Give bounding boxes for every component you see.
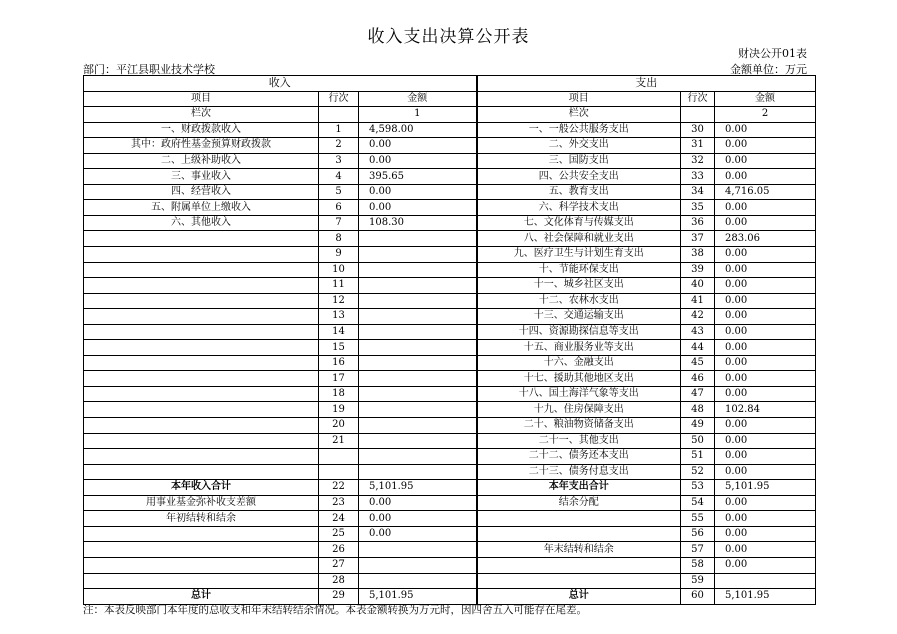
expense-item: 六、科学技术支出 — [477, 200, 681, 216]
expense-item: 十二、农林水支出 — [477, 293, 681, 309]
income-line-number: 12 — [319, 293, 359, 309]
income-item: 总计 — [84, 589, 319, 605]
expense-line-number: 37 — [681, 231, 715, 247]
expense-amount-header: 金额 — [715, 91, 816, 107]
table-row — [84, 215, 816, 231]
income-amount — [359, 293, 477, 309]
expense-item: 五、教育支出 — [477, 184, 681, 200]
income-line-number — [319, 464, 359, 480]
income-item: 三、事业收入 — [84, 169, 319, 185]
income-item — [84, 402, 319, 418]
expense-line-number: 35 — [681, 200, 715, 216]
income-amount: 0.00 — [359, 200, 477, 216]
income-amount: 0.00 — [359, 511, 477, 527]
expense-item: 二、外交支出 — [477, 138, 681, 154]
income-line-number: 25 — [319, 526, 359, 542]
income-line-number: 2 — [319, 138, 359, 154]
expense-item: 十三、交通运输支出 — [477, 309, 681, 325]
expense-item: 四、公共安全支出 — [477, 169, 681, 185]
expense-line-number: 45 — [681, 355, 715, 371]
income-item — [84, 371, 319, 387]
expense-section-header: 支出 — [477, 76, 816, 92]
income-item — [84, 355, 319, 371]
table-row — [84, 153, 816, 169]
table-row — [84, 293, 816, 309]
income-line-number: 26 — [319, 542, 359, 558]
income-item — [84, 449, 319, 465]
income-line-number: 8 — [319, 231, 359, 247]
expense-line-number: 58 — [681, 557, 715, 573]
income-expense-table — [83, 75, 816, 605]
income-line-number: 27 — [319, 557, 359, 573]
expense-amount: 0.00 — [715, 247, 816, 263]
income-line-number: 5 — [319, 184, 359, 200]
income-item — [84, 418, 319, 434]
expense-item — [477, 557, 681, 573]
income-item: 六、其他收入 — [84, 215, 319, 231]
income-line-number: 9 — [319, 247, 359, 263]
income-line-number: 7 — [319, 215, 359, 231]
income-amount — [359, 262, 477, 278]
expense-item: 十九、住房保障支出 — [477, 402, 681, 418]
income-item: 年初结转和结余 — [84, 511, 319, 527]
expense-line-number: 50 — [681, 433, 715, 449]
expense-item: 十一、城乡社区支出 — [477, 278, 681, 294]
income-line-number: 22 — [319, 480, 359, 496]
table-row — [84, 278, 816, 294]
income-amount: 0.00 — [359, 526, 477, 542]
income-amount: 0.00 — [359, 495, 477, 511]
expense-line-number: 43 — [681, 324, 715, 340]
table-row — [84, 324, 816, 340]
income-item — [84, 557, 319, 573]
expense-amount: 0.00 — [715, 433, 816, 449]
income-line-number: 1 — [319, 122, 359, 138]
income-item — [84, 464, 319, 480]
income-item: 其中：政府性基金预算财政拨款 — [84, 138, 319, 154]
expense-line-number: 40 — [681, 278, 715, 294]
income-amount: 0.00 — [359, 184, 477, 200]
table-row — [84, 433, 816, 449]
expense-item: 二十三、债务付息支出 — [477, 464, 681, 480]
expense-line-number: 48 — [681, 402, 715, 418]
expense-line-number: 32 — [681, 153, 715, 169]
income-amount — [359, 449, 477, 465]
income-item — [84, 340, 319, 356]
expense-line-number: 60 — [681, 589, 715, 605]
income-amount — [359, 355, 477, 371]
unit-label: 金额单位：万元 — [730, 63, 807, 76]
column-number-row — [84, 107, 816, 123]
income-item: 四、经营收入 — [84, 184, 319, 200]
expense-item: 九、医疗卫生与计划生育支出 — [477, 247, 681, 263]
expense-line-number: 53 — [681, 480, 715, 496]
table-row — [84, 122, 816, 138]
expense-amount: 0.00 — [715, 511, 816, 527]
table-row — [84, 169, 816, 185]
table-row — [84, 231, 816, 247]
income-line-number: 18 — [319, 386, 359, 402]
income-item — [84, 293, 319, 309]
expense-amount: 0.00 — [715, 293, 816, 309]
income-amount — [359, 433, 477, 449]
expense-line-number: 57 — [681, 542, 715, 558]
income-amount: 0.00 — [359, 138, 477, 154]
income-line-number: 16 — [319, 355, 359, 371]
income-item — [84, 542, 319, 558]
income-amount — [359, 340, 477, 356]
income-amount: 395.65 — [359, 169, 477, 185]
income-column-number: 1 — [359, 107, 477, 123]
expense-amount: 0.00 — [715, 355, 816, 371]
income-amount: 4,598.00 — [359, 122, 477, 138]
income-amount: 108.30 — [359, 215, 477, 231]
table-row — [84, 200, 816, 216]
income-line-number — [319, 449, 359, 465]
table-row — [84, 184, 816, 200]
expense-amount: 0.00 — [715, 418, 816, 434]
income-item: 用事业基金弥补收支差额 — [84, 495, 319, 511]
expense-line-number: 52 — [681, 464, 715, 480]
expense-amount: 0.00 — [715, 262, 816, 278]
income-amount: 0.00 — [359, 153, 477, 169]
expense-line-number: 46 — [681, 371, 715, 387]
income-line-number: 24 — [319, 511, 359, 527]
expense-item: 十七、援助其他地区支出 — [477, 371, 681, 387]
expense-column-number: 2 — [715, 107, 816, 123]
expense-line-header: 行次 — [681, 91, 715, 107]
expense-amount: 0.00 — [715, 324, 816, 340]
income-amount-header: 金额 — [359, 91, 477, 107]
expense-item: 十五、商业服务业等支出 — [477, 340, 681, 356]
income-amount — [359, 386, 477, 402]
expense-item: 总计 — [477, 589, 681, 605]
table-row — [84, 557, 816, 573]
income-item — [84, 386, 319, 402]
expense-amount: 0.00 — [715, 215, 816, 231]
income-line-number: 21 — [319, 433, 359, 449]
table-row — [84, 495, 816, 511]
expense-item: 二十一、其他支出 — [477, 433, 681, 449]
income-amount — [359, 278, 477, 294]
income-item: 本年收入合计 — [84, 480, 319, 496]
expense-line-empty — [681, 107, 715, 123]
expense-item: 二十、粮油物资储备支出 — [477, 418, 681, 434]
expense-item — [477, 511, 681, 527]
income-item — [84, 309, 319, 325]
expense-item: 十四、资源勘探信息等支出 — [477, 324, 681, 340]
expense-item: 十六、金融支出 — [477, 355, 681, 371]
income-amount — [359, 542, 477, 558]
income-amount — [359, 324, 477, 340]
year-total-row — [84, 480, 816, 496]
expense-item — [477, 573, 681, 589]
table-row — [84, 247, 816, 263]
table-row — [84, 449, 816, 465]
table-row — [84, 262, 816, 278]
expense-amount: 0.00 — [715, 200, 816, 216]
income-amount — [359, 371, 477, 387]
section-header-row — [84, 76, 816, 92]
expense-amount: 0.00 — [715, 464, 816, 480]
income-item: 五、附属单位上缴收入 — [84, 200, 319, 216]
table-row — [84, 464, 816, 480]
income-line-header: 行次 — [319, 91, 359, 107]
expense-amount: 5,101.95 — [715, 480, 816, 496]
expense-amount: 0.00 — [715, 449, 816, 465]
expense-line-number: 39 — [681, 262, 715, 278]
income-item — [84, 433, 319, 449]
income-item — [84, 324, 319, 340]
expense-amount: 0.00 — [715, 340, 816, 356]
expense-line-number: 55 — [681, 511, 715, 527]
income-line-number: 17 — [319, 371, 359, 387]
income-amount — [359, 418, 477, 434]
expense-line-number: 51 — [681, 449, 715, 465]
income-line-number: 19 — [319, 402, 359, 418]
expense-amount: 283.06 — [715, 231, 816, 247]
income-line-number: 13 — [319, 309, 359, 325]
income-amount — [359, 573, 477, 589]
income-line-number: 28 — [319, 573, 359, 589]
column-header-row — [84, 91, 816, 107]
department-label: 部门：平江县职业技术学校 — [83, 63, 215, 76]
income-amount — [359, 402, 477, 418]
income-item — [84, 526, 319, 542]
expense-line-number: 33 — [681, 169, 715, 185]
income-item: 二、上级补助收入 — [84, 153, 319, 169]
income-item: 一、财政拨款收入 — [84, 122, 319, 138]
income-line-number: 14 — [319, 324, 359, 340]
expense-amount: 5,101.95 — [715, 589, 816, 605]
income-item — [84, 573, 319, 589]
income-line-number: 10 — [319, 262, 359, 278]
expense-amount: 0.00 — [715, 542, 816, 558]
income-section-header: 收入 — [84, 76, 477, 92]
expense-item: 三、国防支出 — [477, 153, 681, 169]
expense-amount: 4,716.05 — [715, 184, 816, 200]
table-row — [84, 573, 816, 589]
expense-item: 八、社会保障和就业支出 — [477, 231, 681, 247]
expense-item: 七、文化体育与传媒支出 — [477, 215, 681, 231]
expense-column-label: 栏次 — [477, 107, 681, 123]
income-amount — [359, 309, 477, 325]
expense-line-number: 34 — [681, 184, 715, 200]
table-row — [84, 340, 816, 356]
income-line-number: 3 — [319, 153, 359, 169]
expense-amount: 0.00 — [715, 526, 816, 542]
table-row — [84, 402, 816, 418]
expense-amount: 0.00 — [715, 386, 816, 402]
expense-amount: 0.00 — [715, 122, 816, 138]
income-line-number: 29 — [319, 589, 359, 605]
expense-line-number: 47 — [681, 386, 715, 402]
table-row — [84, 386, 816, 402]
income-amount: 5,101.95 — [359, 589, 477, 605]
income-line-number: 11 — [319, 278, 359, 294]
expense-item: 本年支出合计 — [477, 480, 681, 496]
expense-amount: 0.00 — [715, 138, 816, 154]
expense-line-number: 54 — [681, 495, 715, 511]
income-line-number: 23 — [319, 495, 359, 511]
income-item — [84, 247, 319, 263]
income-line-empty — [319, 107, 359, 123]
expense-item: 一、一般公共服务支出 — [477, 122, 681, 138]
expense-item: 十八、国土海洋气象等支出 — [477, 386, 681, 402]
footnote: 注：本表反映部门本年度的总收支和年末结转结余情况。本表金额转换为万元时，因四舍五入可能存在尾差。 — [83, 604, 587, 616]
table-row — [84, 418, 816, 434]
expense-item: 二十二、债务还本支出 — [477, 449, 681, 465]
expense-amount: 0.00 — [715, 153, 816, 169]
expense-amount: 0.00 — [715, 371, 816, 387]
expense-amount: 0.00 — [715, 495, 816, 511]
income-item — [84, 278, 319, 294]
expense-line-number: 38 — [681, 247, 715, 263]
expense-item: 十、节能环保支出 — [477, 262, 681, 278]
expense-line-number: 41 — [681, 293, 715, 309]
income-line-number: 20 — [319, 418, 359, 434]
expense-item: 年末结转和结余 — [477, 542, 681, 558]
expense-line-number: 49 — [681, 418, 715, 434]
page-title: 收入支出决算公开表 — [367, 27, 530, 47]
table-row — [84, 355, 816, 371]
table-row — [84, 138, 816, 154]
income-amount — [359, 247, 477, 263]
income-line-number: 15 — [319, 340, 359, 356]
expense-line-number: 44 — [681, 340, 715, 356]
expense-line-number: 56 — [681, 526, 715, 542]
expense-amount: 102.84 — [715, 402, 816, 418]
income-column-label: 栏次 — [84, 107, 319, 123]
income-item — [84, 262, 319, 278]
expense-item-header: 项目 — [477, 91, 681, 107]
income-amount: 5,101.95 — [359, 480, 477, 496]
table-row — [84, 371, 816, 387]
expense-line-number: 30 — [681, 122, 715, 138]
expense-amount: 0.00 — [715, 557, 816, 573]
expense-amount — [715, 573, 816, 589]
expense-line-number: 42 — [681, 309, 715, 325]
expense-amount: 0.00 — [715, 278, 816, 294]
expense-amount: 0.00 — [715, 309, 816, 325]
form-number: 财决公开01表 — [738, 47, 807, 60]
expense-line-number: 59 — [681, 573, 715, 589]
table-row — [84, 542, 816, 558]
income-item — [84, 231, 319, 247]
income-line-number: 4 — [319, 169, 359, 185]
expense-line-number: 31 — [681, 138, 715, 154]
table-row — [84, 511, 816, 527]
expense-line-number: 36 — [681, 215, 715, 231]
expense-item: 结余分配 — [477, 495, 681, 511]
income-amount — [359, 231, 477, 247]
income-amount — [359, 464, 477, 480]
income-line-number: 6 — [319, 200, 359, 216]
expense-amount: 0.00 — [715, 169, 816, 185]
table-row — [84, 526, 816, 542]
income-amount — [359, 557, 477, 573]
expense-item — [477, 526, 681, 542]
table-row — [84, 309, 816, 325]
income-item-header: 项目 — [84, 91, 319, 107]
